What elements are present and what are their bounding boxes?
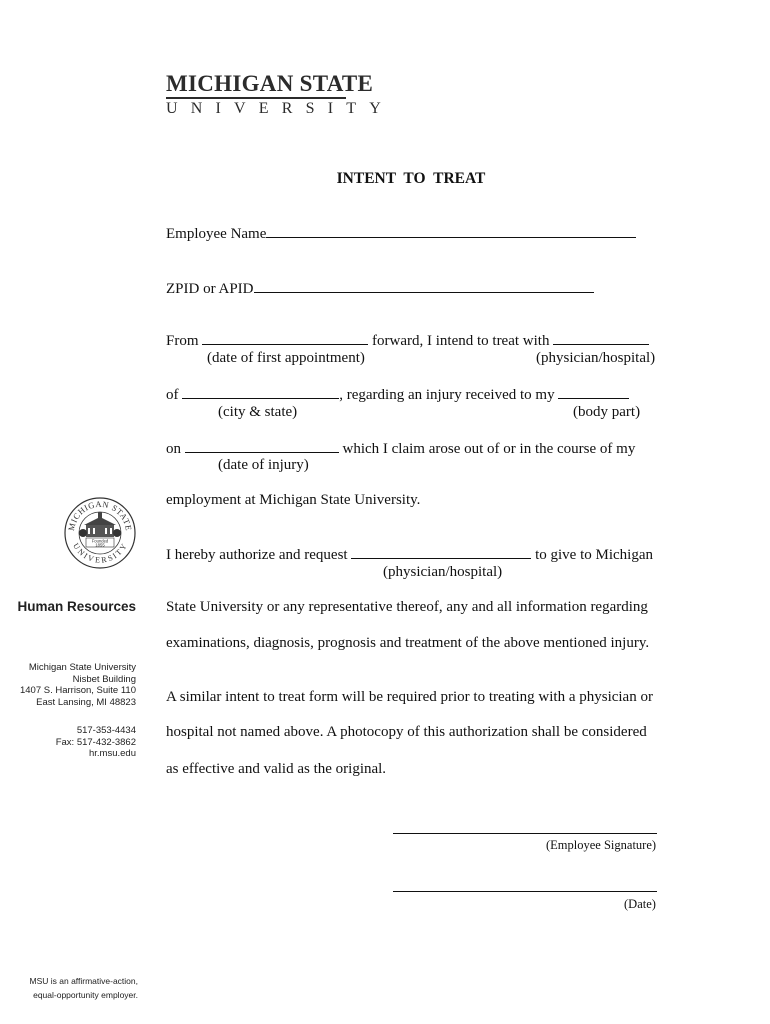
city-state-field[interactable] — [182, 386, 339, 399]
on-label: on — [166, 441, 181, 457]
department-address — [0, 662, 136, 708]
of-label: of — [166, 387, 179, 403]
para2-line1: A similar intent to treat form will be required prior to treating with a physician or — [166, 689, 653, 705]
date-first-appointment-caption: (date of first appointment) — [207, 350, 365, 366]
address-line: East Lansing, MI 48823 — [36, 696, 136, 708]
phone-number: 517-353-4434 — [76, 725, 136, 736]
on-row — [166, 440, 635, 457]
department-name: Human Resources — [17, 599, 136, 614]
regarding-text: , regarding an injury received to my — [339, 387, 555, 403]
para2-line2: hospital not named above. A photocopy of this authorization shall be considered — [166, 724, 647, 740]
employee-name-row — [166, 225, 636, 242]
of-row — [166, 386, 629, 403]
signature-date-field[interactable] — [393, 891, 657, 892]
eeo-line: equal-opportunity employer. — [33, 989, 138, 1000]
date-caption: (Date) — [624, 897, 656, 911]
address-line: 1407 S. Harrison, Suite 110 — [19, 685, 136, 697]
msu-logo-line2: UNIVERSITY — [166, 100, 394, 117]
eeo-statement — [0, 975, 138, 1002]
authorize-text: I hereby authorize and request — [166, 547, 348, 563]
address-line: Nisbet Building — [72, 673, 136, 685]
authorize-row — [166, 546, 653, 563]
from-row — [166, 332, 649, 349]
svg-text:UNIVERSITY: UNIVERSITY — [71, 541, 129, 565]
give-to-text: to give to Michigan — [535, 547, 653, 563]
authorize-physician-caption: (physician/hospital) — [383, 564, 503, 580]
svg-text:MICHIGAN STATE: MICHIGAN STATE — [65, 498, 134, 532]
para1-line2: examinations, diagnosis, prognosis and treatment of the above mentioned injury. — [166, 635, 650, 651]
msu-logo-line1: MICHIGAN STATE — [166, 71, 374, 96]
claim-text: which I claim arose out of or in the course of my — [342, 441, 636, 457]
body-part-caption: (body part) — [573, 404, 641, 420]
zpid-row — [166, 280, 594, 297]
employee-name-label: Employee Name — [166, 226, 267, 242]
logo-rule — [166, 97, 346, 99]
address-line: Michigan State University — [28, 662, 136, 673]
from-label: From — [166, 333, 199, 349]
employee-name-field[interactable] — [266, 225, 636, 238]
employee-signature-caption: (Employee Signature) — [546, 838, 657, 852]
employment-text: employment at Michigan State University. — [166, 492, 421, 508]
svg-text:Founded: Founded — [91, 538, 109, 544]
physician-hospital-caption: (physician/hospital) — [536, 350, 656, 366]
treating-physician-field[interactable] — [553, 332, 649, 345]
first-appointment-date-field[interactable] — [202, 332, 368, 345]
date-of-injury-caption: (date of injury) — [218, 457, 309, 473]
employee-signature-field[interactable] — [393, 833, 657, 834]
website-link[interactable]: hr.msu.edu — [89, 748, 136, 760]
form-title: INTENT TO TREAT — [336, 170, 486, 187]
msu-seal-icon — [64, 497, 136, 569]
zpid-label: ZPID or APID — [166, 281, 254, 297]
date-of-injury-field[interactable] — [185, 440, 339, 453]
svg-text:1855: 1855 — [95, 542, 105, 548]
zpid-field[interactable] — [254, 280, 594, 293]
para1-line1: State University or any representative thereof, any and all information regarding — [166, 599, 648, 615]
body-part-field[interactable] — [558, 386, 629, 399]
department-contact — [0, 725, 136, 760]
para2-line3: as effective and valid as the original. — [166, 761, 387, 777]
eeo-line: MSU is an affirmative-action, — [29, 976, 138, 986]
city-state-caption: (city & state) — [218, 404, 298, 420]
fax-number: Fax: 517-432-3862 — [55, 736, 136, 748]
forward-text: forward, I intend to treat with — [372, 333, 550, 349]
msu-seal — [64, 497, 136, 569]
authorized-physician-field[interactable] — [351, 546, 531, 559]
